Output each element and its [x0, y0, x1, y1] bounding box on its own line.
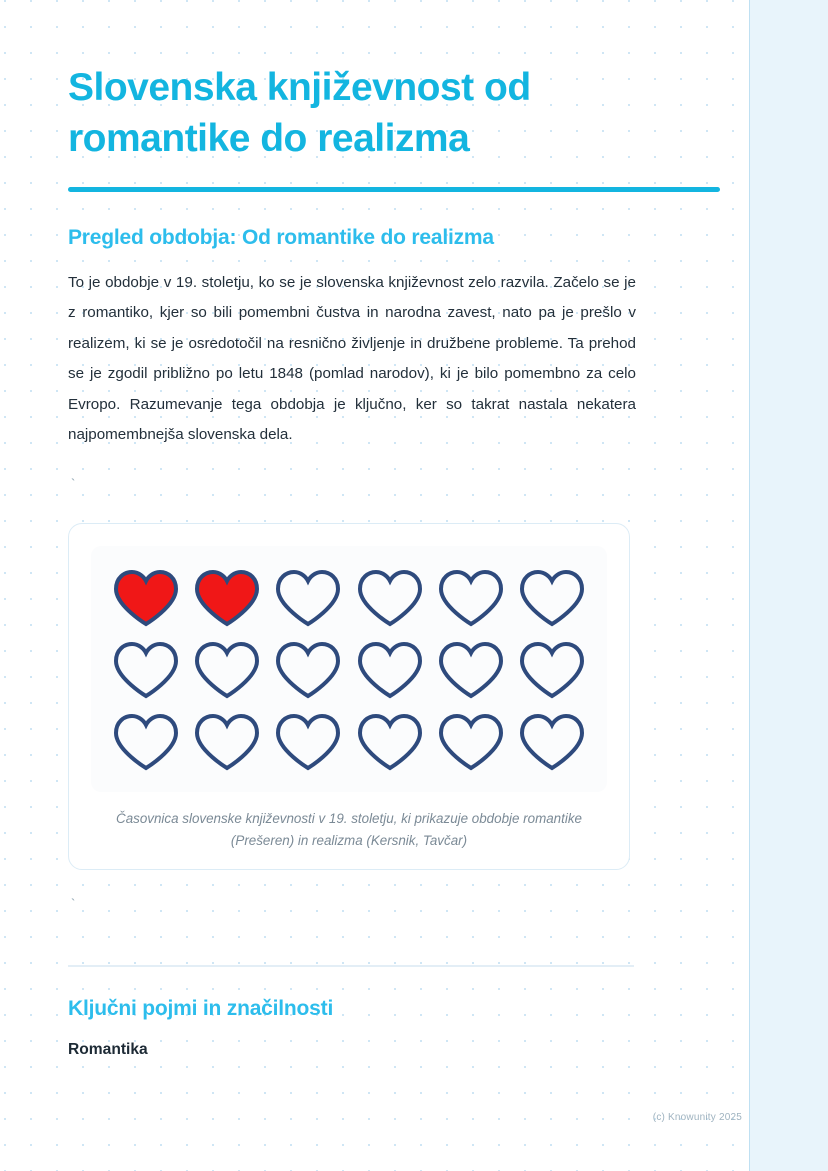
- heart-row: [101, 562, 597, 634]
- heart-icon: [515, 638, 589, 702]
- heart-icon: [434, 638, 508, 702]
- section-heading-keyterms: Ključni pojmi in značilnosti: [68, 996, 334, 1020]
- figure-image-area: [91, 546, 607, 792]
- heart-row: [101, 706, 597, 778]
- heart-icon: [353, 638, 427, 702]
- document-content: [68, 0, 648, 1059]
- heart-icon: [353, 710, 427, 774]
- stray-mark-one: `: [71, 476, 76, 492]
- stray-mark-two: `: [71, 896, 76, 912]
- heart-icon: [190, 710, 264, 774]
- copyright-footer: (c) Knowunity 2025: [652, 1112, 742, 1123]
- subheading-romantika: Romantika: [68, 1040, 148, 1058]
- heart-icon: [271, 710, 345, 774]
- figure-caption: Časovnica slovenske književnosti v 19. stoletju, ki prikazuje obdobje romantike (Prešeren) in realizma (Kersnik, Tavčar): [116, 811, 582, 848]
- right-margin-strip: [749, 0, 828, 1171]
- heart-icon: [271, 638, 345, 702]
- overview-paragraph: To je obdobje v 19. stoletju, ko se je slovenska književnost zelo razvila. Začelo se je z romantiko, kjer so bili pomembni čustva in narodna zavest, nato pa je prešlo v realizem, ki se je osredotočil na resnično življenje in družbene probleme. Ta prehod se je zgodil približno po letu 1848 (pomlad narodov), ki je bilo pomembno za celo Evropo. Razumevanje tega obdobja je ključno, ker so takrat nastala nekatera najpomembnejša slovenska dela.: [68, 273, 636, 443]
- heart-icon: [190, 566, 264, 630]
- heart-icon: [434, 710, 508, 774]
- heart-icon: [353, 566, 427, 630]
- heart-icon: [434, 566, 508, 630]
- heart-icon: [515, 710, 589, 774]
- heart-icon: [109, 638, 183, 702]
- heart-icon: [109, 710, 183, 774]
- section-heading-overview: Pregled obdobja: Od romantike do realizma: [68, 225, 494, 249]
- section-divider: [68, 965, 634, 967]
- heart-icon: [190, 638, 264, 702]
- heart-icon: [271, 566, 345, 630]
- page-title: Slovenska književnost od romantike do realizma: [68, 66, 531, 161]
- figure-card: [68, 523, 630, 870]
- heart-row: [101, 634, 597, 706]
- heart-icon: [109, 566, 183, 630]
- title-underline: [68, 187, 720, 192]
- heart-icon: [515, 566, 589, 630]
